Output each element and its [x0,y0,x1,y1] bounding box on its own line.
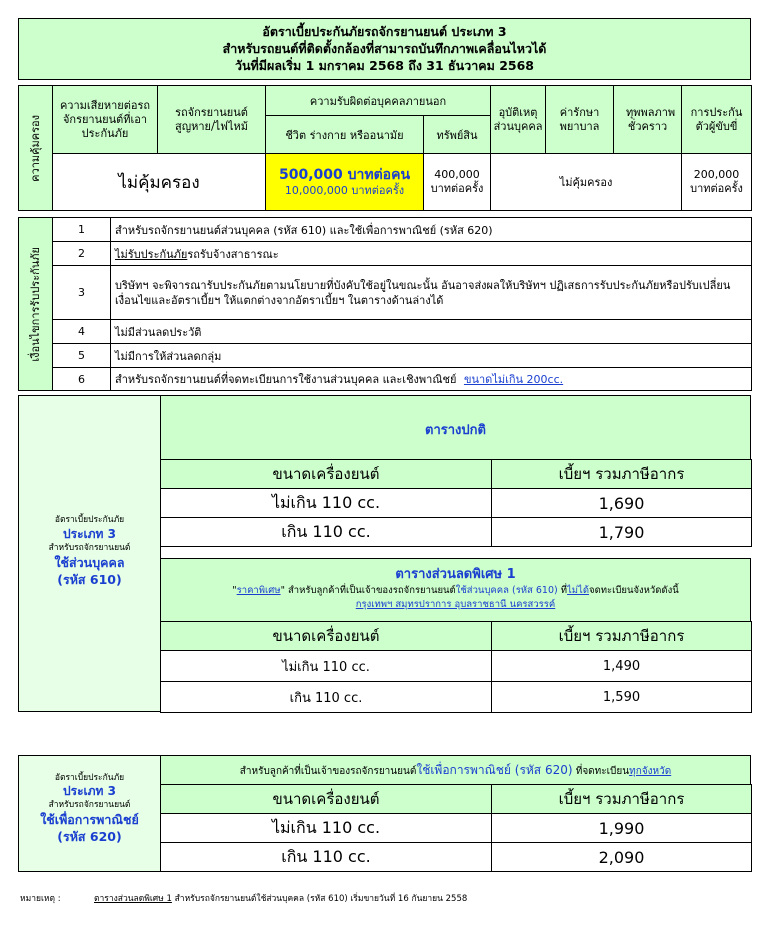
header-title: อัตราเบี้ยประกันภัยรถจักรยานยนต์ ประเภท 3 [262,24,507,39]
conditions-side-label: เงื่อนไขการรับประกันภัย [28,246,42,362]
condition-text: ไม่มีการให้ส่วนลดกลุ่ม [111,344,752,368]
coverage-bail-amount: 200,000 [693,168,740,181]
normal-premium: 1,690 [492,489,752,518]
condition-no: 1 [53,218,111,242]
special-table-title: ตารางส่วนลดพิเศษ 1 [395,567,516,582]
footnote-label: หมายเหตุ : [20,894,61,904]
condition-no: 6 [53,368,111,391]
condition-no: 2 [53,242,111,266]
special-col-premium: เบี้ยฯ รวมภาษีอากร [492,622,752,651]
condition-no: 4 [53,320,111,344]
personal-side-vehicle-label: สำหรับรถจักรยานยนต์ [48,543,131,553]
special-note-quote: " [232,585,237,596]
coverage-col-disability: ทุพพลภาพชั่วคราว [614,86,682,154]
personal-side-use: ใช้ส่วนบุคคล [54,555,125,570]
commercial-note-use: ใช้เพื่อการพาณิชย์ (รหัส 620) [416,763,573,777]
coverage-side-label: ความคุ้มครอง [28,114,42,182]
special-note-at: ที่ [557,585,568,596]
commercial-note-text: สำหรับลูกค้าที่เป็นเจ้าของรถจักรยานยนต์ [239,766,417,777]
coverage-property-value [424,154,491,211]
commercial-premium: 1,990 [492,814,752,843]
coverage-property-unit: บาทต่อครั้ง [430,182,484,195]
coverage-not-covered-left: ไม่คุ้มครอง [53,154,266,211]
footnote-text: สำหรับรถจักรยานยนต์ใช้ส่วนบุคคล (รหัส 610) เริ่มขายวันที่ 16 กันยายน 2558 [171,894,468,904]
special-table-title-box [160,558,751,622]
coverage-life-per-accident: 10,000,000 บาทต่อครั้ง [284,184,405,197]
coverage-col-medical: ค่ารักษาพยาบาล [546,86,614,154]
condition-text-rest: รถรับจ้างสาธารณะ [187,247,279,261]
commercial-side-type: ประเภท 3 [63,784,116,798]
commercial-side-code: (รหัส 620) [57,829,122,844]
all-provinces-link[interactable]: ทุกจังหวัด [629,766,672,777]
coverage-side-cell [19,86,53,211]
personal-side-rate-label: อัตราเบี้ยประกันภัย [54,515,125,525]
header-effective-date: วันที่มีผลเริ่ม 1 มกราคม 2568 ถึง 31 ธันวาคม 2568 [234,58,535,73]
coverage-table [18,85,752,211]
personal-side-type: ประเภท 3 [63,527,116,541]
coverage-col-personal-accident: อุบัติเหตุส่วนบุคคล [491,86,546,154]
footnote-link[interactable]: ตารางส่วนลดพิเศษ 1 [94,894,172,904]
special-price-link[interactable]: ราคาพิเศษ [236,585,281,596]
personal-side-code: (รหัส 610) [57,572,122,587]
coverage-col-third-party: ความรับผิดต่อบุคคลภายนอก [266,86,491,116]
engine-size-link[interactable]: ขนาดไม่เกิน 200cc. [463,373,564,386]
header-subtitle: สำหรับรถยนต์ที่ติดตั้งกล้องที่สามารถบันทึกภาพเคลื่อนไหวได้ [222,41,547,56]
commercial-col-engine: ขนาดเครื่องยนต์ [161,785,492,814]
commercial-rate-table [160,784,752,872]
commercial-side-panel [18,755,161,872]
condition-text-rest: สำหรับรถจักรยานยนต์ที่จดทะเบียนการใช้งานส่วนบุคคล และเชิงพาณิชย์ [115,373,457,386]
special-premium: 1,490 [492,651,752,682]
commercial-engine-size: ไม่เกิน 110 cc. [161,814,492,843]
coverage-not-covered-mid: ไม่คุ้มครอง [491,154,682,211]
special-col-engine: ขนาดเครื่องยนต์ [161,622,492,651]
coverage-col-bail: การประกันตัวผู้ขับขี่ [682,86,752,154]
commercial-note-registered: ที่จดทะเบียน [572,766,630,777]
coverage-life-value [266,154,424,211]
personal-side-panel [18,395,161,712]
normal-table-title-box [160,395,751,460]
normal-engine-size: ไม่เกิน 110 cc. [161,489,492,518]
commercial-note-box [160,755,751,785]
page-header [18,18,751,80]
normal-engine-size: เกิน 110 cc. [161,518,492,547]
condition-text [111,368,752,391]
coverage-bail-value [682,154,752,211]
commercial-col-premium: เบี้ยฯ รวมภาษีอากร [492,785,752,814]
commercial-premium: 2,090 [492,843,752,872]
special-note-personal-use: ใช้ส่วนบุคคล (รหัส 610) [455,585,558,596]
conditions-table [18,217,752,391]
commercial-side-use: ใช้เพื่อการพาณิชย์ [40,812,139,827]
condition-text: สำหรับรถจักรยานยนต์ส่วนบุคคล (รหัส 610) และใช้เพื่อการพาณิชย์ (รหัส 620) [111,218,752,242]
coverage-col-property: ทรัพย์สิน [424,116,491,154]
coverage-property-amount: 400,000 [434,168,480,181]
normal-col-engine: ขนาดเครื่องยนต์ [161,460,492,489]
normal-col-premium: เบี้ยฯ รวมภาษีอากร [492,460,752,489]
special-note-not: ไม่ได้ [567,585,590,596]
condition-text: ไม่มีส่วนลดประวัติ [111,320,752,344]
coverage-col-theft-fire: รถจักรยานยนต์สูญหาย/ไฟไหม้ [158,86,266,154]
normal-table-title: ตารางปกติ [425,423,486,438]
special-premium: 1,590 [492,682,752,713]
special-engine-size: เกิน 110 cc. [161,682,492,713]
coverage-col-life: ชีวิต ร่างกาย หรืออนามัย [266,116,424,154]
condition-text-underlined: ไม่รับประกันภัย [115,247,188,261]
footnote [20,891,750,905]
condition-no: 3 [53,266,111,320]
special-note-text: " สำหรับลูกค้าที่เป็นเจ้าของรถจักรยานยนต์ [280,585,456,596]
normal-premium: 1,790 [492,518,752,547]
condition-no: 5 [53,344,111,368]
coverage-bail-unit: บาทต่อครั้ง [690,182,743,195]
special-note-registered: จดทะเบียนจังหวัดดังนี้ [589,585,679,596]
commercial-engine-size: เกิน 110 cc. [161,843,492,872]
condition-text: บริษัทฯ จะพิจารณารับประกันภัยตามนโยบายที่บังคับใช้อยู่ในขณะนั้น อันอาจส่งผลให้บริษัทฯ ปฏิเสธการรับประกันภัยหรือปรับเปลี่ยนเงื่อนไขและอัตราเบี้ยฯ ให้แตกต่างจากอัตราเบี้ยฯ ในตารางด้านล่างได้ [111,266,752,320]
coverage-life-per-person: 500,000 บาทต่อคน [278,167,411,183]
normal-rate-table [160,459,752,547]
commercial-side-vehicle-label: สำหรับรถจักรยานยนต์ [48,800,131,810]
conditions-side-cell [19,218,53,391]
special-table-note [161,584,750,598]
condition-text [111,242,752,266]
special-rate-table [160,621,752,713]
coverage-col-damage: ความเสียหายต่อรถจักรยานยนต์ที่เอาประกันภัย [53,86,158,154]
special-provinces-link[interactable]: กรุงเทพฯ สมุทรปราการ อุบลราชธานี นครสวรรค์ [355,599,556,610]
commercial-side-rate-label: อัตราเบี้ยประกันภัย [54,773,125,783]
special-engine-size: ไม่เกิน 110 cc. [161,651,492,682]
